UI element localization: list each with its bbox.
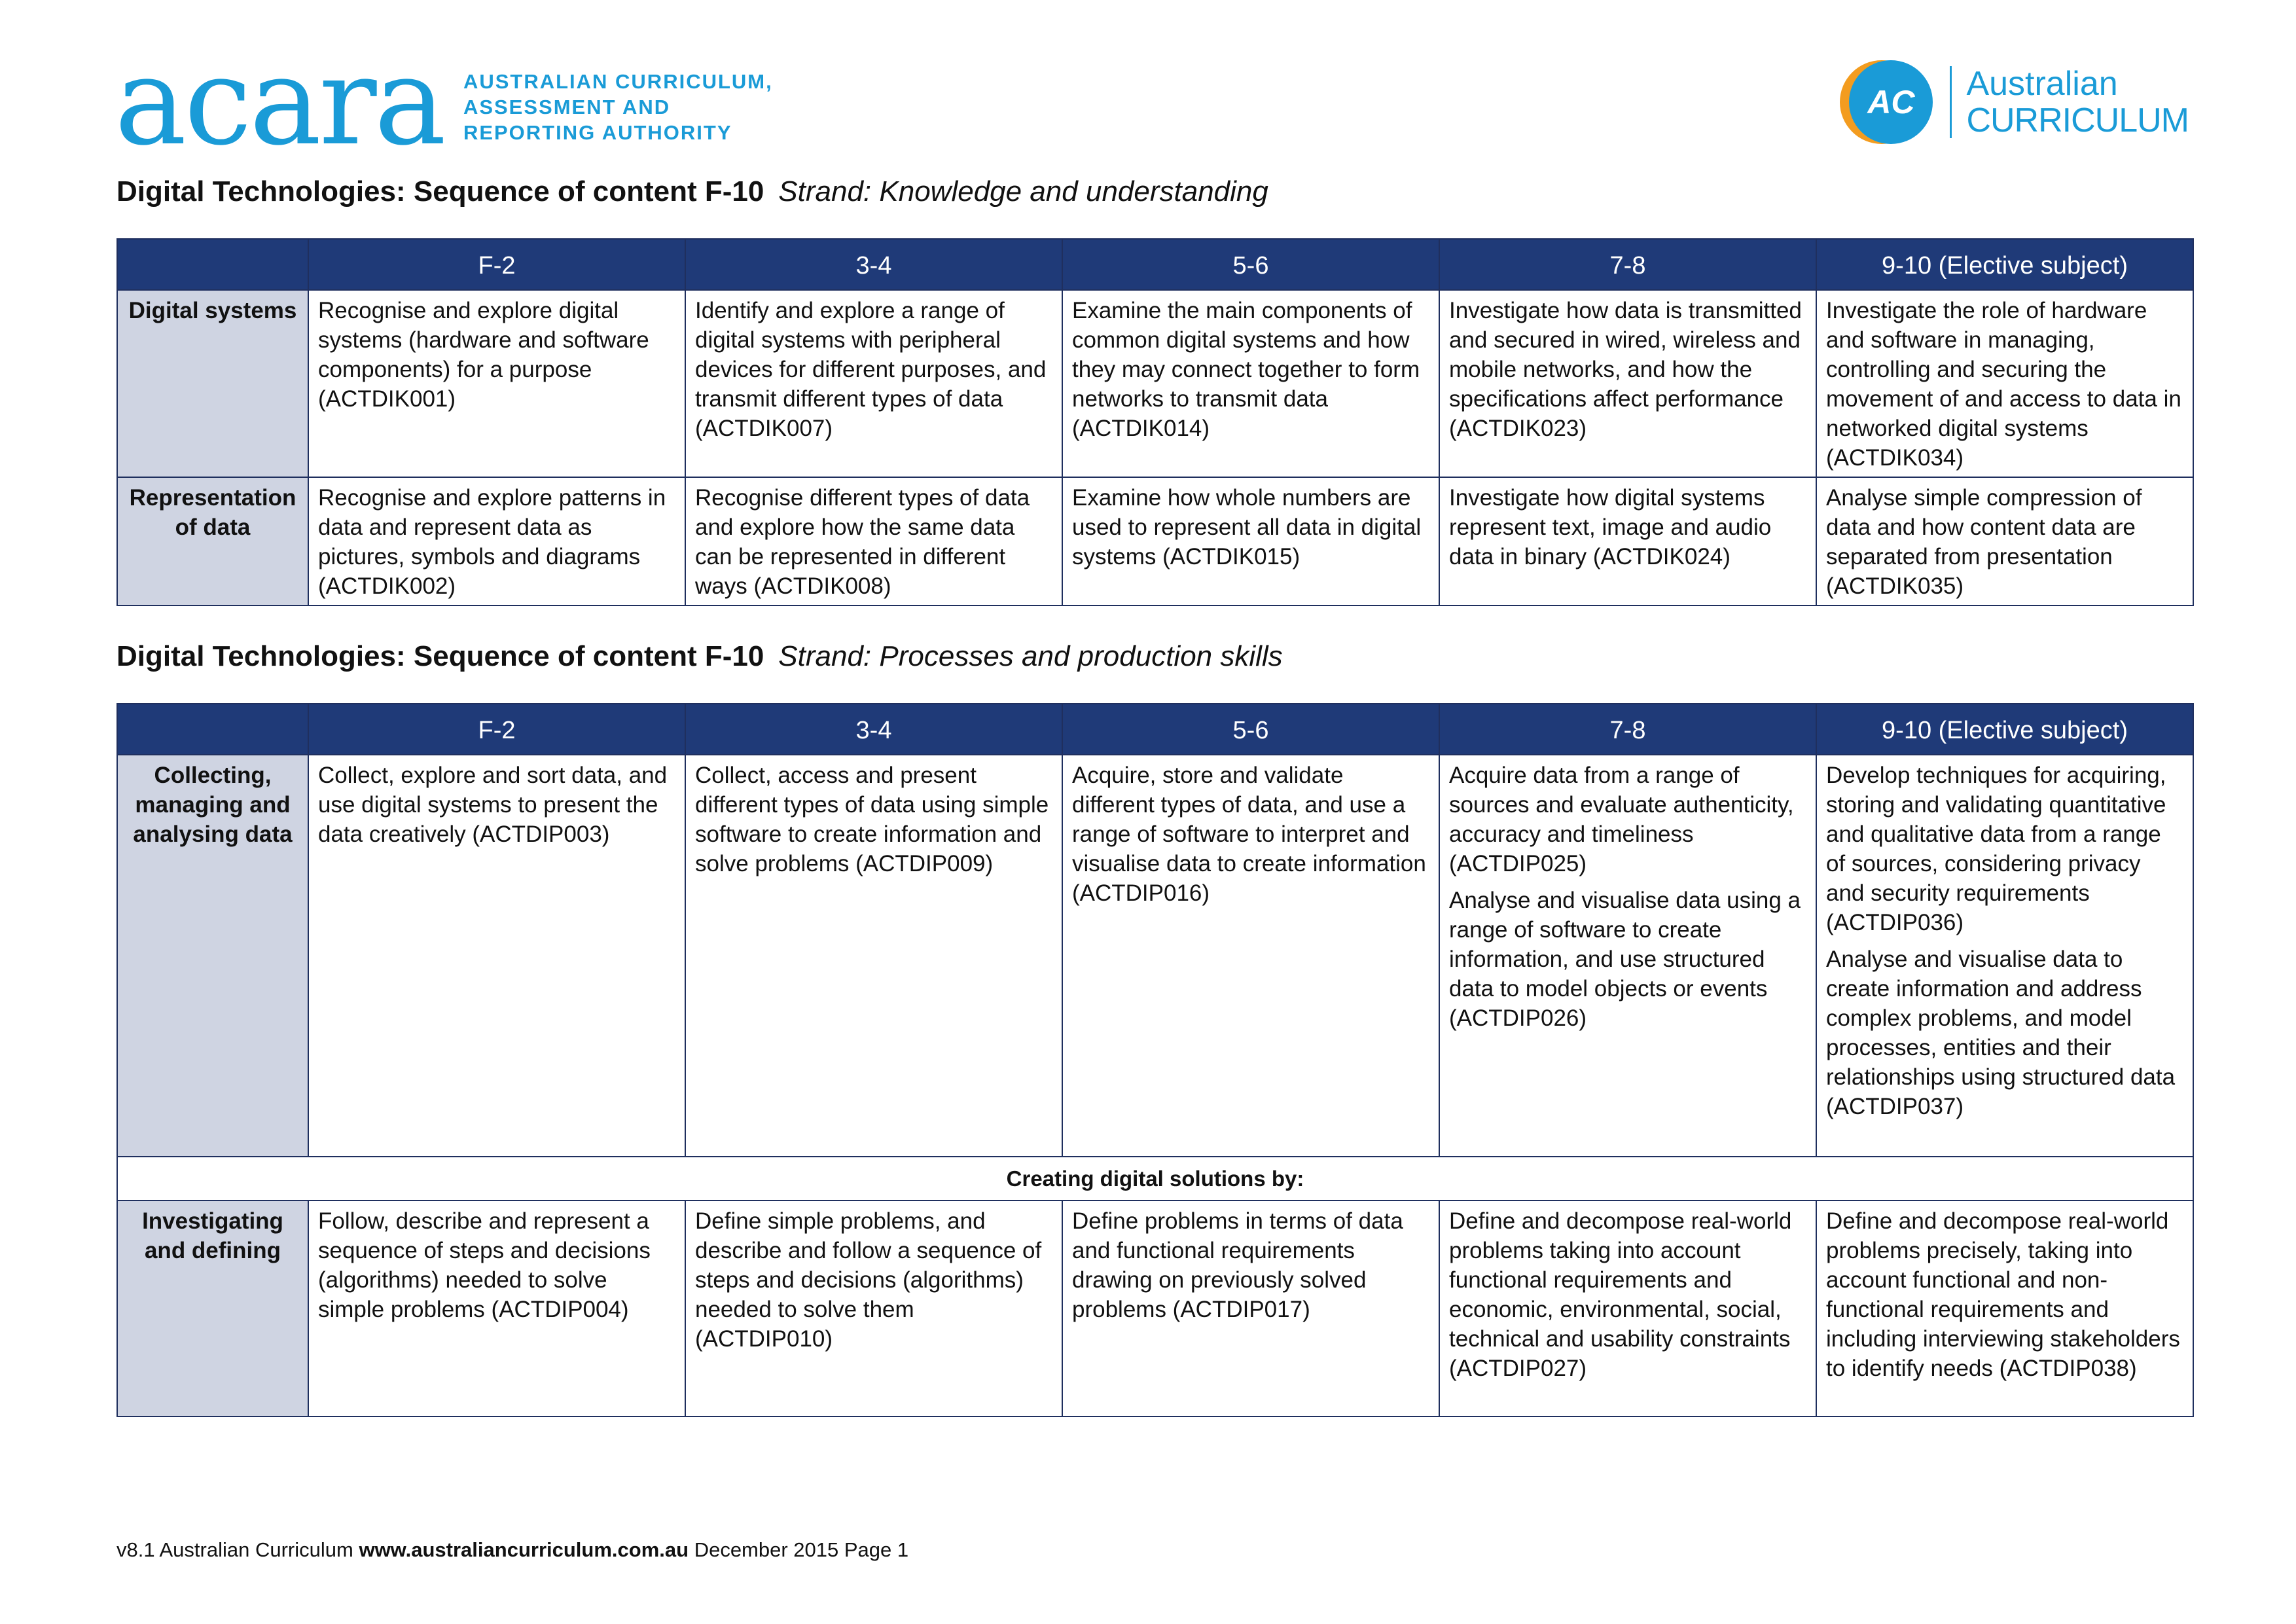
table-cell	[308, 1200, 685, 1416]
column-header: 5-6	[1062, 239, 1439, 290]
table-cell	[1816, 477, 2193, 605]
column-header: 3-4	[685, 239, 1062, 290]
table-header-row	[117, 239, 2193, 290]
table-processes-production	[117, 703, 2194, 1417]
cell-text: Define problems in terms of data and functional requirements drawing on previously solved problems (ACTDIP017)	[1072, 1208, 1403, 1322]
logo-divider	[1950, 66, 1952, 138]
table-cell	[1439, 290, 1816, 477]
banner-row	[117, 1157, 2193, 1200]
table-cell	[1062, 755, 1439, 1157]
cell-text: Define simple problems, and describe and follow a sequence of steps and decisions (algorithms) needed to solve them (ACTDIP010)	[695, 1208, 1042, 1352]
cell-text: Define and decompose real-world problems taking into account functional requirements and economic, environmental, social, technical and usability constraints (ACTDIP027)	[1449, 1208, 1792, 1381]
table-cell	[1062, 290, 1439, 477]
cell-text: Acquire, store and validate different types of data, and use a range of software to interpret and visualise data to create information (ACTDIP016)	[1072, 763, 1426, 906]
table-cell	[1816, 755, 2193, 1157]
footer-url-link[interactable]: www.australiancurriculum.com.au	[359, 1538, 689, 1561]
acara-tagline	[463, 69, 773, 145]
table-cell	[1062, 1200, 1439, 1416]
row-label: Investigating and defining	[117, 1200, 308, 1416]
ac-logo-line2: CURRICULUM	[1966, 101, 2189, 139]
row-label: Collecting, managing and analysing data	[117, 755, 308, 1157]
table-knowledge-understanding	[117, 238, 2194, 606]
ac-mark: AC	[1867, 84, 1915, 120]
australian-curriculum-logo	[1849, 60, 2189, 144]
column-header: 7-8	[1439, 239, 1816, 290]
cell-text: Analyse and visualise data using a range of software to create information, and use structured data to model objects or events (ACTDIP026)	[1449, 888, 1801, 1031]
column-header: 9-10 (Elective subject)	[1816, 239, 2193, 290]
section-title-processes	[117, 640, 1283, 673]
column-header: 5-6	[1062, 704, 1439, 755]
table-row	[117, 477, 2193, 605]
ac-circle-icon	[1849, 60, 1933, 144]
cell-text: Examine how whole numbers are used to represent all data in digital systems (ACTDIK015)	[1072, 485, 1422, 569]
table-cell	[685, 755, 1062, 1157]
table-cell	[1816, 290, 2193, 477]
cell-text: Analyse and visualise data to create information and address complex problems, and model processes, entities and their relationships using structured data (ACTDIP037)	[1826, 947, 2176, 1119]
cell-text: Collect, explore and sort data, and use digital systems to present the data creatively (ACTDIP003)	[318, 763, 668, 847]
cell-text: Define and decompose real-world problems precisely, taking into account functional and non-functional requirements and including interviewing stakeholders to identify needs (ACTDIP038)	[1826, 1208, 2180, 1381]
header-corner	[117, 239, 308, 290]
acara-wordmark: acara	[115, 31, 444, 172]
cell-text: Recognise and explore patterns in data and represent data as pictures, symbols and diagrams (ACTDIK002)	[318, 485, 666, 599]
table-cell	[308, 755, 685, 1157]
column-header: F-2	[308, 704, 685, 755]
table-cell	[685, 477, 1062, 605]
cell-text: Develop techniques for acquiring, storing and validating quantitative and qualitative data from a range of sources, considering privacy and security requirements (ACTDIP036)	[1826, 763, 2166, 935]
section-title-main: Digital Technologies: Sequence of content F-10	[117, 175, 764, 208]
table-cell	[1439, 1200, 1816, 1416]
table-header-row	[117, 704, 2193, 755]
table-cell	[1439, 477, 1816, 605]
cell-text: Acquire data from a range of sources and evaluate authenticity, accuracy and timeliness (ACTDIP025)	[1449, 763, 1794, 876]
cell-text: Collect, access and present different types of data using simple software to create information and solve problems (ACTDIP009)	[695, 763, 1049, 876]
column-header: 9-10 (Elective subject)	[1816, 704, 2193, 755]
cell-text: Identify and explore a range of digital systems with peripheral devices for different purposes, and transmit different types of data (ACTDIK007)	[695, 298, 1047, 441]
footer-version: v8.1 Australian Curriculum	[117, 1538, 353, 1561]
cell-text: Follow, describe and represent a sequence of steps and decisions (algorithms) needed to solve simple problems (ACTDIP004)	[318, 1208, 651, 1322]
table-row	[117, 1200, 2193, 1416]
cell-text: Investigate how digital systems represent text, image and audio data in binary (ACTDIK024)	[1449, 485, 1772, 569]
row-label: Digital systems	[117, 290, 308, 477]
creating-solutions-banner: Creating digital solutions by:	[117, 1157, 2193, 1200]
acara-tagline-line: AUSTRALIAN CURRICULUM,	[463, 69, 773, 93]
cell-text: Examine the main components of common digital systems and how they may connect together to form networks to transmit data (ACTDIK014)	[1072, 298, 1420, 441]
cell-text: Investigate the role of hardware and software in managing, controlling and securing the movement of and access to data in networked digital systems (ACTDIK034)	[1826, 298, 2181, 471]
column-header: 3-4	[685, 704, 1062, 755]
table-cell	[685, 1200, 1062, 1416]
table-cell	[1439, 755, 1816, 1157]
ac-logo-text	[1966, 65, 2189, 139]
page-footer	[117, 1538, 908, 1562]
footer-date-page: December 2015 Page 1	[694, 1538, 909, 1561]
row-label: Representation of data	[117, 477, 308, 605]
table-cell	[308, 290, 685, 477]
section-strand: Strand: Processes and production skills	[778, 640, 1283, 672]
ac-logo-line1: Australian	[1966, 65, 2118, 103]
section-title-knowledge	[117, 175, 1268, 208]
section-strand: Strand: Knowledge and understanding	[778, 175, 1268, 208]
acara-tagline-line: REPORTING AUTHORITY	[463, 120, 732, 144]
table-row	[117, 290, 2193, 477]
cell-text: Investigate how data is transmitted and secured in wired, wireless and mobile networks, and how the specifications affect performance (ACTDIK023)	[1449, 298, 1802, 441]
table-cell	[1062, 477, 1439, 605]
cell-text: Analyse simple compression of data and how content data are separated from presentation (ACTDIK035)	[1826, 485, 2142, 599]
header-corner	[117, 704, 308, 755]
cell-text: Recognise different types of data and explore how the same data can be represented in different ways (ACTDIK008)	[695, 485, 1030, 599]
column-header: F-2	[308, 239, 685, 290]
column-header: 7-8	[1439, 704, 1816, 755]
table-cell	[685, 290, 1062, 477]
acara-tagline-line: ASSESSMENT AND	[463, 95, 671, 118]
table-cell	[308, 477, 685, 605]
cell-text: Recognise and explore digital systems (hardware and software components) for a purpose (ACTDIK001)	[318, 298, 649, 412]
table-cell	[1816, 1200, 2193, 1416]
table-row	[117, 755, 2193, 1157]
acara-logo	[115, 31, 773, 172]
section-title-main: Digital Technologies: Sequence of content F-10	[117, 640, 764, 672]
